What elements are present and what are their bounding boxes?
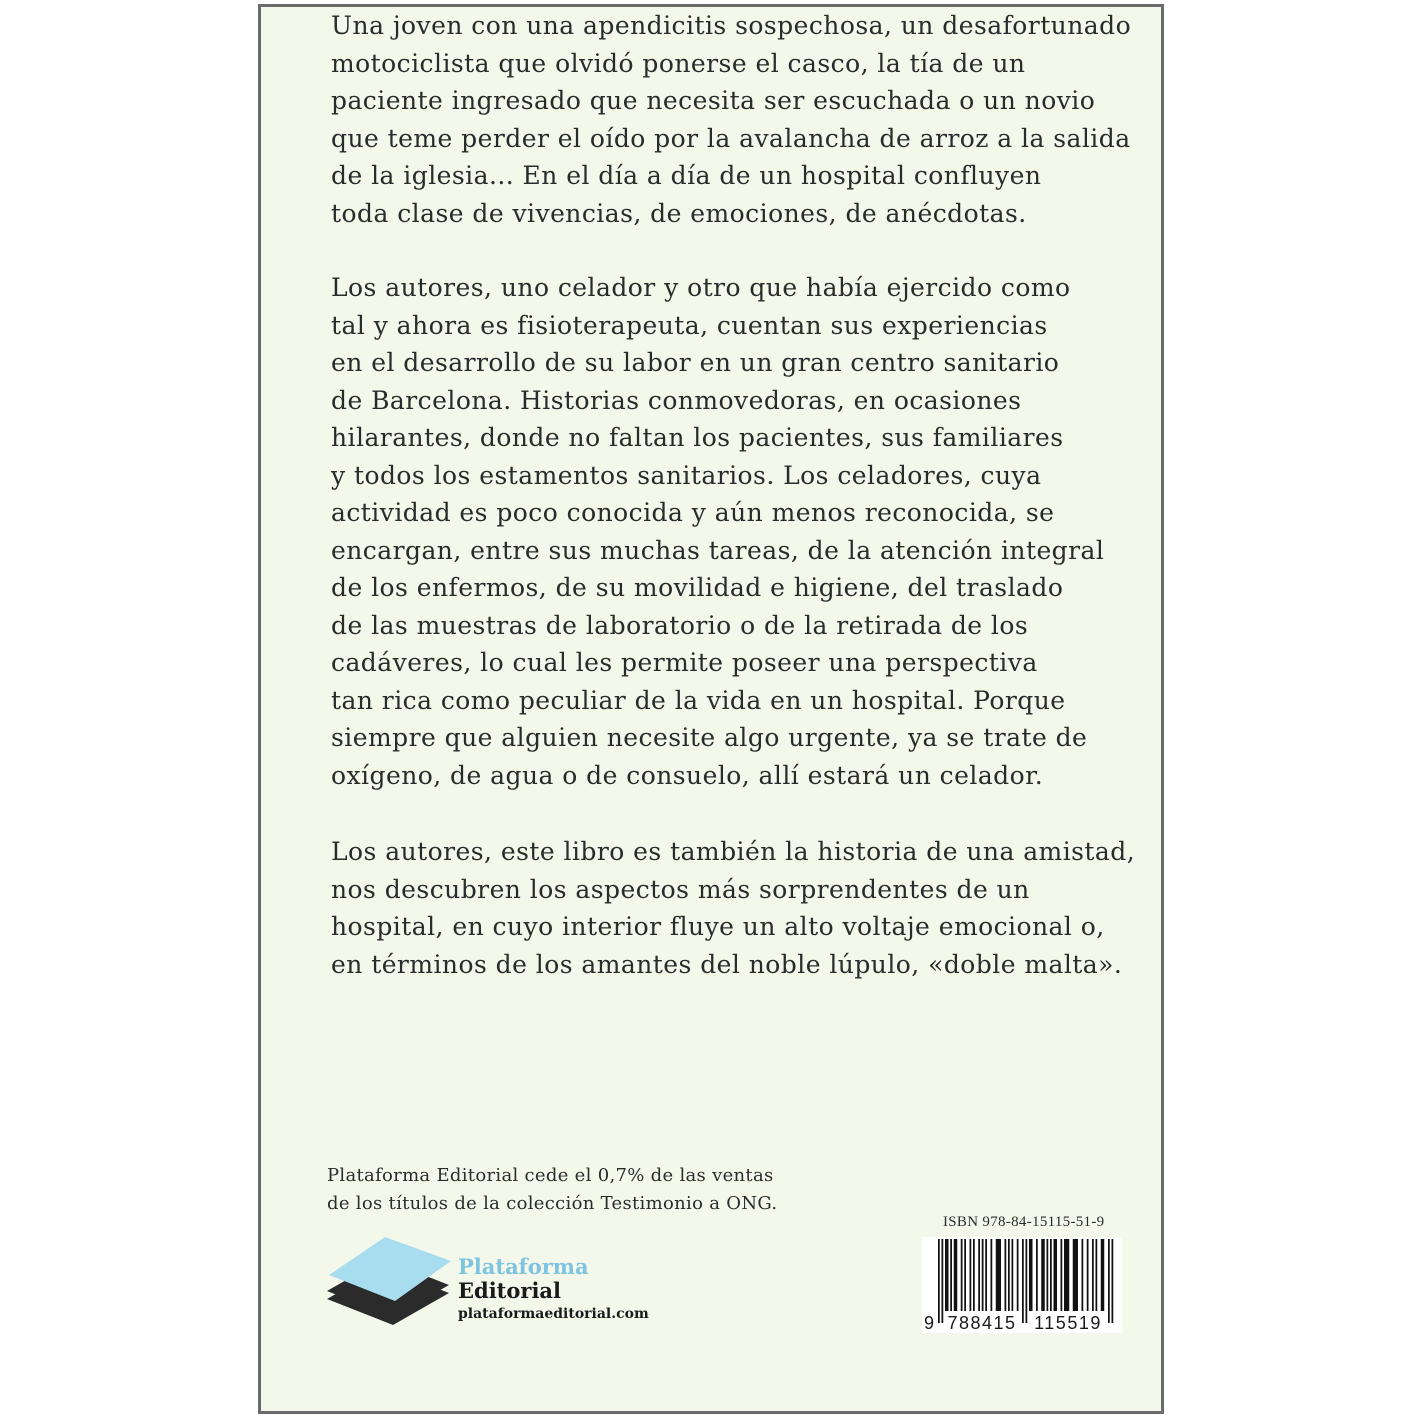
blurb-line: y todos los estamentos sanitarios. Los celadores, cuya bbox=[331, 460, 1042, 490]
blurb-line: actividad es poco conocida y aún menos reconocida, se bbox=[331, 498, 1055, 527]
barcode-bar bbox=[973, 1239, 975, 1311]
barcode-bar bbox=[996, 1239, 1001, 1311]
barcode-bar bbox=[991, 1239, 993, 1311]
barcode-bar bbox=[1054, 1239, 1058, 1311]
barcode-bar bbox=[950, 1239, 952, 1311]
barcode-bar bbox=[1050, 1239, 1052, 1311]
barcode-bar bbox=[1092, 1239, 1094, 1311]
blurb-line: de Barcelona. Historias conmovedoras, en ocasiones bbox=[331, 385, 1022, 415]
blurb-line: encargan, entre sus muchas tareas, de la atención integral bbox=[331, 535, 1105, 565]
barcode-bar bbox=[1096, 1239, 1098, 1311]
blurb-line: paciente ingresado que necesita ser escuchada o un novio bbox=[331, 86, 1096, 115]
barcode-bar bbox=[1012, 1239, 1014, 1311]
barcode-bar bbox=[1064, 1239, 1069, 1311]
publisher-logo bbox=[458, 1255, 649, 1325]
publisher-website: plataformaeditorial.com bbox=[458, 1306, 649, 1322]
publisher-subname: Editorial bbox=[458, 1278, 562, 1303]
blurb-line: motociclista que olvidó ponerse el casco, la tía de un bbox=[331, 48, 1026, 78]
blurb-line: nos descubren los aspectos más sorprendentes de un bbox=[331, 874, 1030, 904]
blurb-line: cadáveres, lo cual les permite poseer una perspectiva bbox=[331, 648, 1038, 677]
barcode-bar bbox=[1082, 1239, 1084, 1311]
blurb-line: hospital, en cuyo interior fluye un alto voltaje emocional o, bbox=[331, 912, 1105, 941]
barcode-digits-left: 788415 bbox=[947, 1313, 1017, 1333]
barcode-bar bbox=[1029, 1239, 1033, 1311]
blurb-line: de las muestras de laboratorio o de la retirada de los bbox=[331, 610, 1029, 640]
barcode-bar bbox=[985, 1239, 987, 1311]
blurb-line: siempre que alguien necesite algo urgente, ya se trate de bbox=[331, 723, 1088, 752]
barcode-digit-first: 9 bbox=[924, 1313, 935, 1333]
blurb-line: Los autores, uno celador y otro que había ejercido como bbox=[331, 273, 1071, 302]
barcode-bar bbox=[1101, 1239, 1105, 1311]
blurb-line: tan rica como peculiar de la vida en un hospital. Porque bbox=[331, 685, 1066, 715]
barcode-bar bbox=[1041, 1239, 1045, 1311]
blurb-line: que teme perder el oído por la avalancha de arroz a la salida bbox=[331, 123, 1131, 153]
blurb-line: de los enfermos, de su movilidad e higiene, del traslado bbox=[331, 573, 1064, 602]
blurb-line: en el desarrollo de su labor en un gran centro sanitario bbox=[331, 348, 1060, 377]
blurb-line: oxígeno, de agua o de consuelo, allí estará un celador. bbox=[331, 760, 1044, 790]
barcode-bar bbox=[1047, 1239, 1049, 1311]
barcode-bar bbox=[1026, 1239, 1028, 1323]
publisher-name: Plataforma bbox=[458, 1254, 589, 1279]
isbn-barcode bbox=[922, 1237, 1122, 1333]
blurb-paragraph-1 bbox=[331, 7, 1131, 232]
barcode-bar bbox=[1087, 1239, 1089, 1311]
barcode-bar bbox=[978, 1239, 980, 1311]
isbn-label: ISBN 978-84-15115-51-9 bbox=[943, 1214, 1105, 1230]
blurb-line: Los autores, este libro es también la historia de una amistad, bbox=[331, 837, 1136, 866]
barcode-bar bbox=[982, 1239, 984, 1311]
barcode-bar bbox=[970, 1239, 972, 1311]
barcode-bar bbox=[1005, 1239, 1007, 1311]
blurb-line: Una joven con una apendicitis sospechosa, un desafortunado bbox=[331, 11, 1132, 40]
barcode-bar bbox=[1017, 1239, 1019, 1311]
barcode-bar bbox=[942, 1239, 944, 1323]
barcode-bar bbox=[1061, 1239, 1063, 1311]
barcode-bar bbox=[1008, 1239, 1010, 1311]
donation-note bbox=[327, 1162, 777, 1218]
barcode-bar bbox=[961, 1239, 963, 1311]
barcode-bar bbox=[1073, 1239, 1078, 1311]
publisher-logo-icon bbox=[325, 1231, 455, 1341]
barcode-bar bbox=[1112, 1239, 1114, 1323]
barcode-bar bbox=[945, 1239, 949, 1311]
blurb-line: tal y ahora es fisioterapeuta, cuentan sus experiencias bbox=[331, 310, 1048, 340]
barcode-bar bbox=[1022, 1239, 1024, 1323]
barcode-bar bbox=[964, 1239, 966, 1311]
blurb-line: en términos de los amantes del noble lúpulo, «doble malta». bbox=[331, 949, 1123, 979]
barcode-bar bbox=[1036, 1239, 1038, 1311]
donation-note-line: de los títulos de la colección Testimonio a ONG. bbox=[327, 1193, 778, 1214]
barcode-digits-right: 115519 bbox=[1034, 1313, 1102, 1333]
blurb-paragraph-2 bbox=[331, 269, 1104, 794]
donation-note-line: Plataforma Editorial cede el 0,7% de las ventas bbox=[327, 1165, 774, 1186]
blurb-line: de la iglesia... En el día a día de un hospital confluyen bbox=[331, 161, 1042, 190]
book-back-cover bbox=[258, 4, 1164, 1414]
barcode-bar bbox=[954, 1239, 958, 1311]
blurb-line: toda clase de vivencias, de emociones, de anécdotas. bbox=[331, 198, 1027, 228]
blurb-paragraph-3 bbox=[331, 833, 1135, 983]
blurb-line: hilarantes, donde no faltan los pacientes, sus familiares bbox=[331, 423, 1064, 452]
barcode-bar bbox=[1108, 1239, 1110, 1323]
barcode-bar bbox=[938, 1239, 940, 1323]
